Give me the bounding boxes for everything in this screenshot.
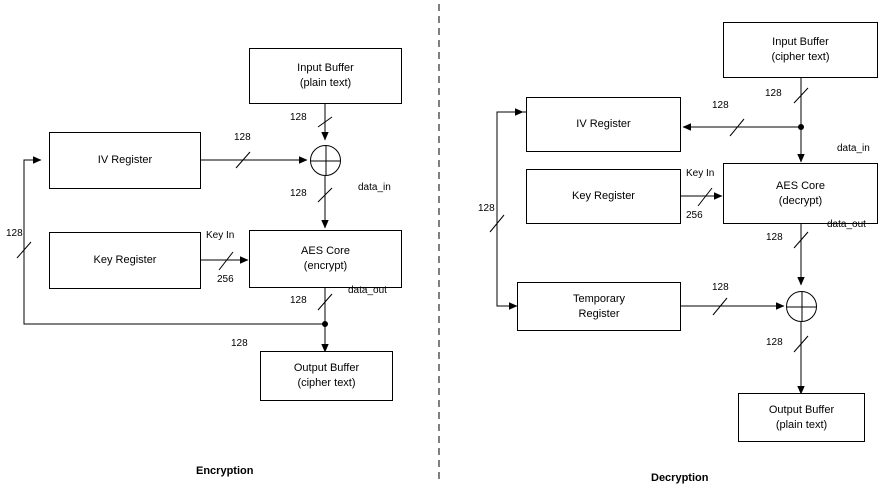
dec-label-bus-feedback: 128 [478,203,495,214]
enc-output-buffer-line2: (cipher text) [297,377,356,389]
enc-iv-register-block [49,132,201,189]
encryption-caption: Encryption [196,465,254,477]
enc-key-register-line1: Key Register [93,254,157,267]
dec-temporary-register-line2: Register [578,307,620,320]
dec-key-register-block [526,169,681,224]
dec-key-register-line1: Key Register [572,190,635,203]
enc-label-data-in: data_in [358,182,391,193]
dec-iv-register-line1: IV Register [576,118,631,131]
dec-label-bus-to-iv: 128 [712,100,729,111]
enc-aes-core-line1: AES Core [301,245,350,258]
decryption-caption: Decryption [651,472,709,484]
enc-label-bus-xor-to-aes: 128 [290,188,307,199]
dec-temporary-register-block [517,282,681,331]
dec-aes-core-line1: AES Core [776,179,825,192]
enc-label-bus-to-output: 128 [231,338,248,349]
dec-output-buffer-line2: (plain text) [775,418,828,431]
dec-output-buffer-line1: Output Buffer [768,403,835,416]
enc-label-key-in: Key In [206,230,235,241]
dec-label-bus-input-to-aes: 128 [765,88,782,99]
dec-output-buffer-block [738,393,865,442]
dec-aes-core-line2: (decrypt) [778,194,823,207]
dec-label-bus-xor-to-output: 128 [766,337,783,348]
enc-key-register-block [49,232,201,289]
dec-aes-core-block [723,163,878,224]
enc-label-bus-feedback: 128 [6,228,23,239]
dec-iv-register-block [526,97,681,152]
dec-label-key-in: Key In [686,168,715,179]
enc-input-buffer-line1: Input Buffer [297,62,354,75]
dec-input-buffer-block [723,22,878,78]
dec-input-buffer-line1: Input Buffer [772,36,829,49]
enc-aes-core-line2: (encrypt) [303,260,348,272]
enc-label-bus-input-to-xor: 128 [290,112,307,123]
enc-label-bus-iv-to-xor: 128 [234,132,251,143]
dec-xor-gate [786,291,817,322]
dec-temporary-register-line1: Temporary [573,292,625,305]
enc-label-data-out: data_out [348,285,387,296]
enc-iv-register-line1: IV Register [97,154,153,167]
enc-input-buffer-block [249,48,402,104]
enc-output-buffer-block [260,351,393,401]
enc-output-buffer-line1: Output Buffer [293,362,360,375]
dec-label-bus-temp-to-xor: 128 [712,282,729,293]
dec-label-bus-key-256: 256 [686,210,703,221]
enc-label-bus-key-256: 256 [217,274,234,285]
dec-label-data-in: data_in [837,143,870,154]
dec-label-bus-aes-out: 128 [766,232,783,243]
dec-input-buffer-line2: (cipher text) [771,51,830,63]
dec-label-data-out: data_out [827,219,866,230]
enc-aes-core-block [249,230,402,288]
enc-label-bus-aes-out: 128 [290,295,307,306]
enc-input-buffer-line2: (plain text) [299,77,352,89]
enc-xor-gate [310,145,341,176]
